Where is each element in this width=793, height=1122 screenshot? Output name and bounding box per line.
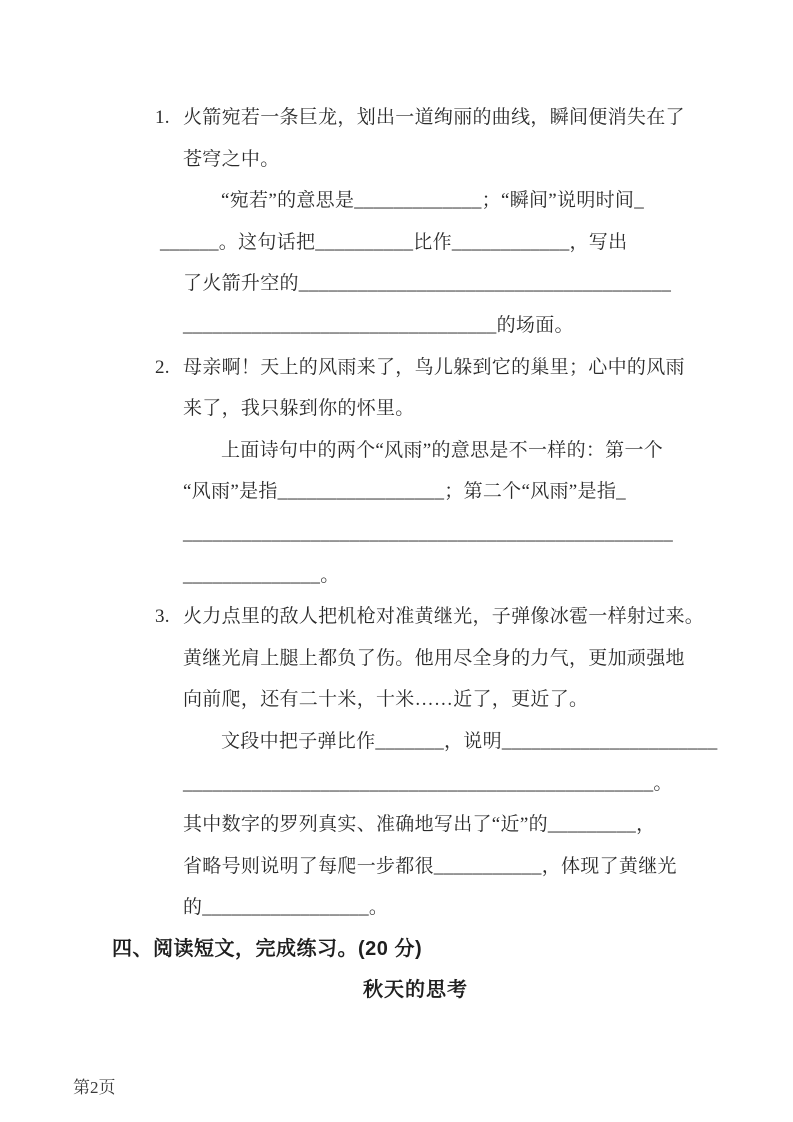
line-text: 的_________________。 bbox=[183, 897, 389, 919]
text-line bbox=[0, 596, 793, 638]
line-text: “风雨”是指_________________；第二个“风雨”是指_ bbox=[183, 481, 626, 503]
text-line bbox=[0, 263, 793, 305]
line-text: ________________________________的场面。 bbox=[183, 314, 574, 336]
line-text: 其中数字的罗列真实、准确地写出了“近”的_________， bbox=[183, 814, 656, 836]
line-text: ______________。 bbox=[183, 564, 340, 586]
line-text: 向前爬，还有二十米，十米……近了，更近了。 bbox=[183, 689, 589, 711]
line-text: 秋天的思考 bbox=[363, 979, 468, 1002]
line-text: 黄继光肩上腿上都负了伤。他用尽全身的力气，更加顽强地 bbox=[183, 647, 685, 669]
text-line bbox=[0, 180, 793, 222]
text-line bbox=[0, 430, 793, 472]
line-text: 火箭宛若一条巨龙，划出一道绚丽的曲线，瞬间便消失在了 bbox=[183, 107, 685, 128]
text-line bbox=[0, 513, 793, 555]
line-text: 省略号则说明了每爬一步都很___________，体现了黄继光 bbox=[183, 855, 677, 877]
text-line bbox=[0, 887, 793, 929]
line-text: 了火箭升空的______________________________________ bbox=[183, 273, 672, 295]
section-heading bbox=[0, 929, 793, 971]
line-text: 火力点里的敌人把机枪对准黄继光，子弹像冰雹一样射过来。 bbox=[183, 606, 705, 628]
line-text: 来了，我只躲到你的怀里。 bbox=[183, 398, 415, 420]
text-line bbox=[0, 347, 793, 389]
item-number: 3. bbox=[155, 606, 170, 628]
line-text: ______。这句话把__________比作____________，写出 bbox=[160, 231, 628, 253]
text-line bbox=[0, 222, 793, 264]
line-text: 上面诗句中的两个“风雨”的意思是不一样的：第一个 bbox=[221, 439, 664, 461]
line-text: 苍穹之中。 bbox=[183, 148, 280, 170]
text-line bbox=[0, 679, 793, 721]
text-line bbox=[0, 721, 793, 763]
text-line bbox=[0, 97, 793, 139]
text-line bbox=[0, 804, 793, 846]
line-text: 文段中把子弹比作_______，说明______________________ bbox=[221, 730, 718, 752]
text-line bbox=[0, 763, 793, 805]
text-line bbox=[0, 139, 793, 181]
text-line bbox=[0, 388, 793, 430]
line-text: 四、阅读短文，完成练习。(20 分) bbox=[112, 937, 423, 960]
worksheet-body bbox=[0, 97, 793, 1012]
text-line bbox=[0, 305, 793, 347]
text-line bbox=[0, 846, 793, 888]
item-number: 2. bbox=[155, 356, 170, 378]
text-line bbox=[0, 471, 793, 513]
line-text: ________________________________________________。 bbox=[183, 772, 673, 794]
line-text: __________________________________________________ bbox=[183, 522, 673, 544]
line-text: 母亲啊！天上的风雨来了，鸟儿躲到它的巢里；心中的风雨 bbox=[183, 356, 685, 378]
line-text: “宛若”的意思是_____________；“瞬间”说明时间_ bbox=[221, 190, 645, 212]
passage-title bbox=[0, 970, 793, 1012]
page-number: 第2页 bbox=[73, 1078, 116, 1097]
text-line bbox=[0, 555, 793, 597]
text-line bbox=[0, 638, 793, 680]
item-number: 1. bbox=[155, 107, 170, 128]
